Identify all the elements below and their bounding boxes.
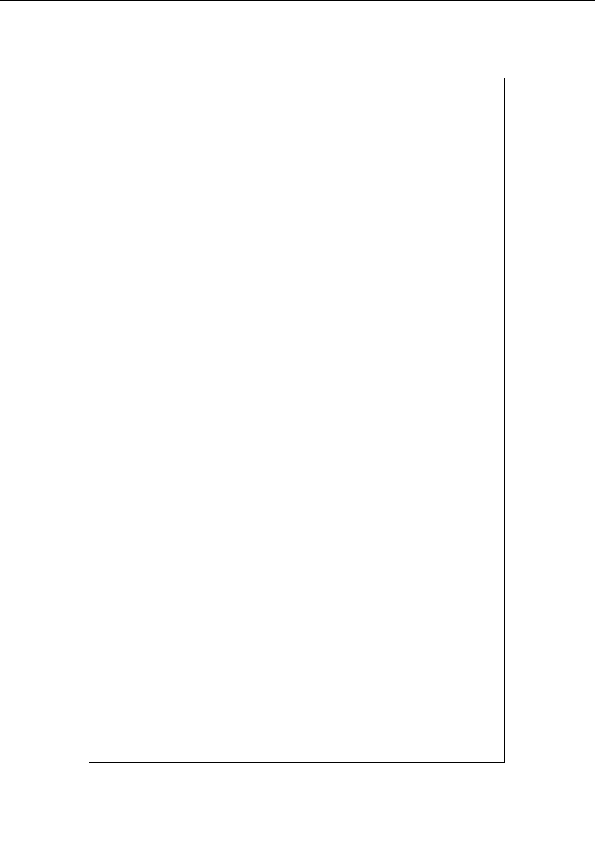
page-top-rule (0, 0, 595, 1)
course-mapping-table (89, 78, 505, 763)
